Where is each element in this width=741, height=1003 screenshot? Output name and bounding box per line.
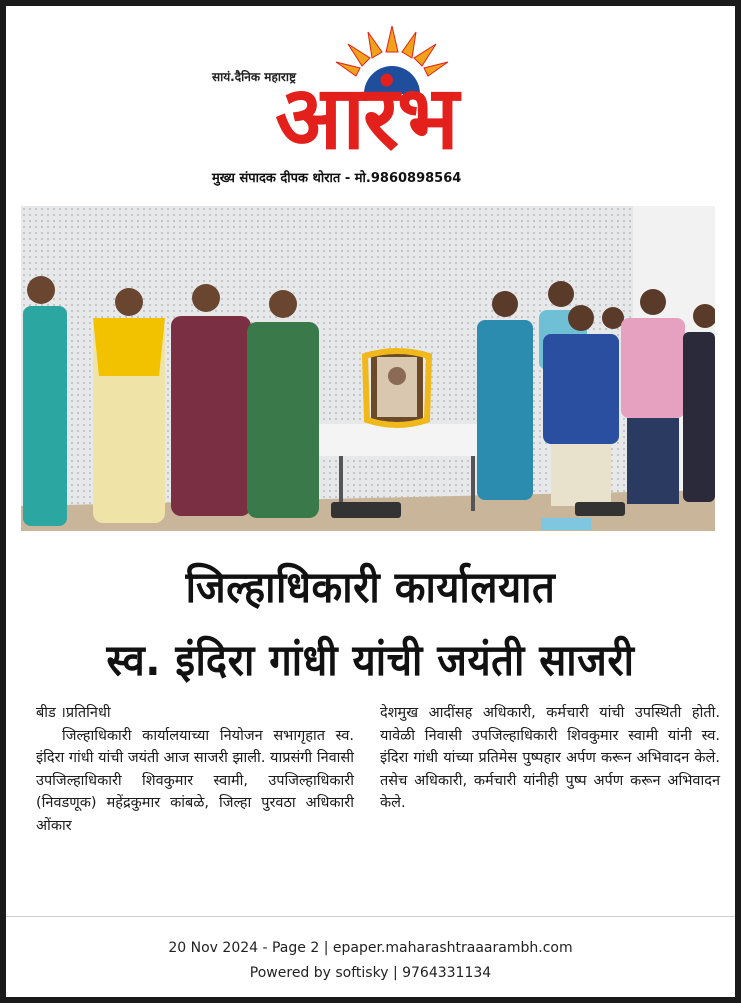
newspaper-logo: आरंभ bbox=[275, 66, 457, 169]
epaper-page bbox=[6, 6, 735, 997]
masthead bbox=[6, 6, 735, 206]
headline-line-1: जिल्हाधिकारी कार्यालयात bbox=[185, 563, 556, 614]
article-text-left: जिल्हाधिकारी कार्यालयाच्या नियोजन सभागृहात स्व. इंदिरा गांधी यांची जयंती आज साजरी झाली. याप्रसंगी निवासी उपजिल्हाधिकारी शिवकुमार स्वामी, उपजिल्हाधिकारी (निवडणूक) महेंद्रकुमार कांबळे, जिल्हा पुरवठा अधिकारी ओंकार bbox=[36, 727, 354, 834]
article-column-right bbox=[380, 702, 720, 815]
editor-contact-line: मुख्य संपादक दीपक थोरात - मो.9860898564 bbox=[212, 171, 462, 186]
article-dateline: बीड ।प्रतिनिधी bbox=[36, 705, 111, 721]
group-photo-image bbox=[21, 206, 715, 531]
footer-credits: Powered by softisky | 9764331134 bbox=[249, 965, 492, 981]
article-text-right: देशमुख आदींसह अधिकारी, कर्मचारी यांची उपस्थिती होती. यावेळी निवासी उपजिल्हाधिकारी शिवकुमार स्वामी यांनी स्व. इंदिरा गांधी यांच्या प्रतिमेस पुष्पहार अर्पण करून अभिवादन केले. तसेच अधिकारी, कर्मचारी यांनीही पुष्प अर्पण करून अभिवादन केले. bbox=[380, 705, 720, 811]
footer-date-url: 20 Nov 2024 - Page 2 | epaper.maharashtraaarambh.com bbox=[168, 940, 573, 956]
headline-line-2: स्व. इंदिरा गांधी यांची जयंती साजरी bbox=[106, 636, 635, 687]
article-column-left bbox=[36, 702, 354, 837]
footer-divider bbox=[6, 916, 735, 917]
masthead-tagline: सायं.दैनिक महाराष्ट्र bbox=[212, 70, 296, 84]
